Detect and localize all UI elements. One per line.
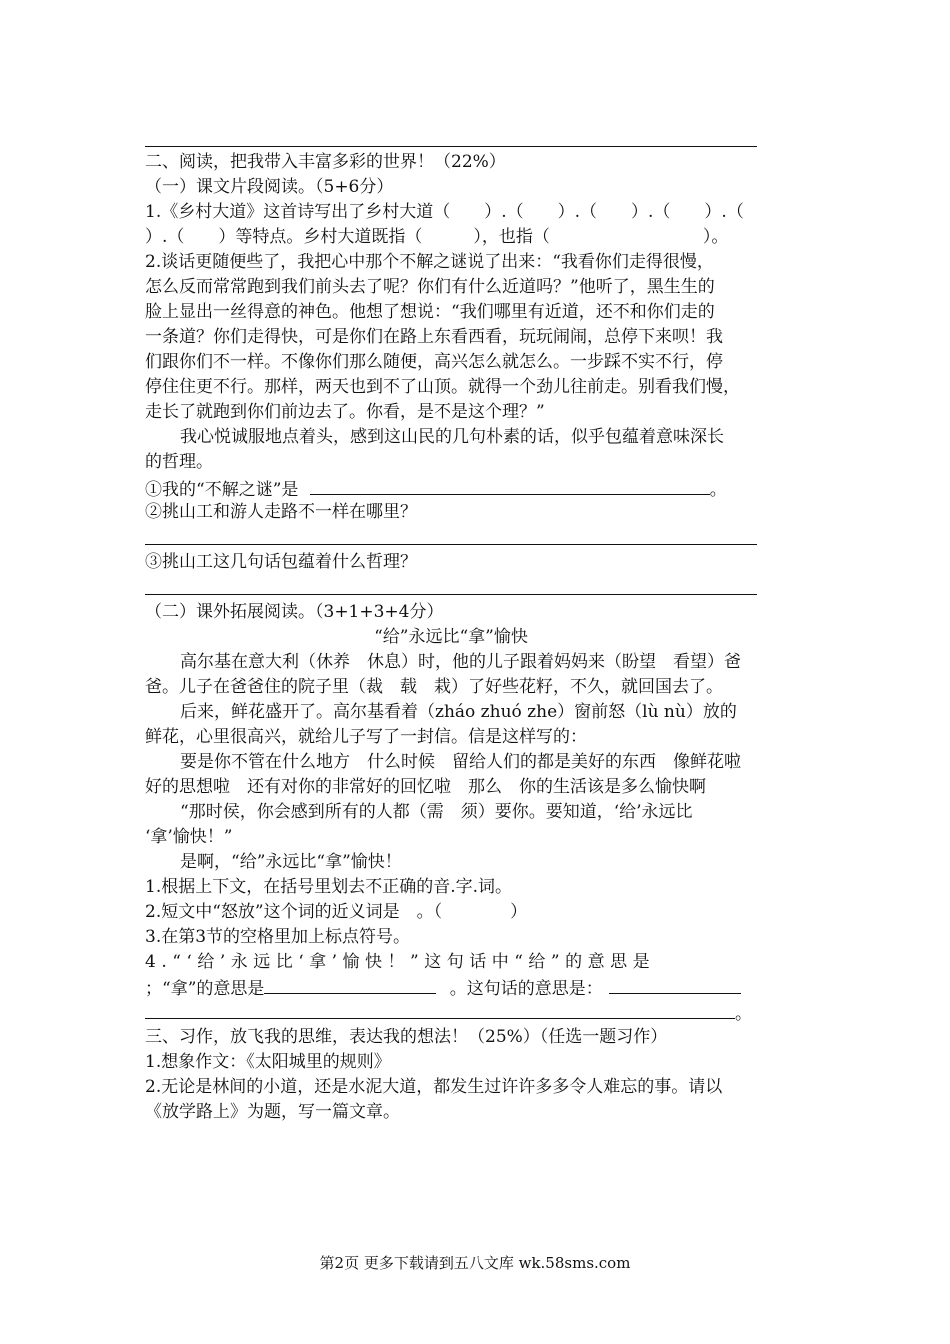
answer-line[interactable] [145,544,757,545]
part-1-title: （一）课文片段阅读。（5+6分） [145,177,394,197]
part-2-question-4-line-2 [145,975,805,1001]
story-line: 好的思想啦 还有对你的非常好的回忆啦 那么 你的生活该是多么愉快啊 [145,777,706,797]
passage-line: 脸上显出一丝得意的神色。他想了想说：“我们哪里有近道，还不和你们走的 [145,302,715,322]
period: 。 [735,1004,752,1024]
story-line: 高尔基在意大利（休养 休息）时，他的儿子跟着妈妈来（盼望 看望）爸 [180,652,741,672]
part-2-title: （二）课外拓展阅读。（3+1+3+4分） [145,602,444,622]
story-line: ‘拿’愉快！” [145,827,233,847]
passage-line: 们跟你们不一样。不像你们那么随便，高兴怎么就怎么。一步踩不实不行，停 [145,352,723,372]
q4-text: ；“拿”的意思是 [145,979,265,999]
answer-blank[interactable] [609,975,741,994]
story-line: “那时侯，你会感到所有的人都（需 须）要你。要知道，‘给’永远比 [180,802,693,822]
story-title: “给”永远比“拿”愉快 [374,627,528,647]
section-3-title: 三、习作，放飞我的思维，表达我的想法！（25%）（任选一题习作） [145,1027,668,1047]
writing-option-2-line-1: 2.无论是林间的小道，还是水泥大道，都发生过许许多多令人难忘的事。请以 [145,1077,723,1097]
answer-blank[interactable] [145,1000,735,1019]
part-2-question-4-line-3 [145,1000,805,1026]
answer-blank[interactable] [310,476,710,495]
q4-text: 。这句话的意思是： [449,979,603,999]
period: 。 [709,480,727,500]
passage-line: 一条道？你们走得快，可是你们在路上东看西看，玩玩闹闹，总停下来呗！我 [145,327,723,347]
writing-option-2-line-2: 《放学路上》为题，写一篇文章。 [145,1102,400,1122]
section-2-title: 二、阅读，把我带入丰富多彩的世界！（22%） [145,152,506,172]
question-1-line-2: ）.（ ）等特点。乡村大道既指（ ），也指（ ）。 [145,227,729,247]
passage-line: 停住住更不行。那样，两天也到不了山顶。就得一个劲儿往前走。别看我们慢， [145,377,740,397]
part-2-question-4: 4.“‘给’永远比‘拿’愉快！”这句话中“给”的意思是 [145,952,656,972]
answer-line[interactable] [145,594,757,595]
passage-line: 的哲理。 [145,452,213,472]
question-1-line-1: 1.《乡村大道》这首诗写出了乡村大道（ ）.（ ）.（ ）.（ ）.（ [145,202,744,222]
part-2-question-3: 3.在第3节的空格里加上标点符号。 [145,927,411,947]
passage-line: 2.谈话更随便些了，我把心中那个不解之谜说了出来：“我看你们走得很慢， [145,252,714,272]
part-2-question-2: 2.短文中“怒放”这个词的近义词是 。（ ） [145,902,528,922]
story-line: 鲜花，心里很高兴，就给儿子写了一封信。信是这样写的： [145,727,587,747]
sub-question-1 [145,476,805,502]
answer-line [145,146,757,147]
passage-line: 怎么反而常常跑到我们前头去了呢？你们有什么近道吗？”他听了，黑生生的 [145,277,715,297]
sub-question-1-text: ①我的“不解之谜”是 [145,480,299,500]
story-line: 是啊，“给”永远比“拿”愉快！ [180,852,402,872]
answer-blank[interactable] [264,975,436,994]
passage-line: 走长了就跑到你们前边去了。你看，是不是这个理？” [145,402,545,422]
story-line: 爸。儿子在爸爸住的院子里（裁 载 栽）了好些花籽，不久，就回国去了。 [145,677,723,697]
writing-option-1: 1.想象作文：《太阳城里的规则》 [145,1052,391,1072]
sub-question-2: ②挑山工和游人走路不一样在哪里？ [145,502,417,522]
sub-question-3: ③挑山工这几句话包蕴着什么哲理？ [145,552,417,572]
story-line: 后来，鲜花盛开了。高尔基看着（zháo zhuó zhe）窗前怒（lù nù）放的 [180,702,737,722]
story-line: 要是你不管在什么地方 什么时候 留给人们的都是美好的东西 像鲜花啦 [180,752,741,772]
part-2-question-1: 1.根据上下文，在括号里划去不正确的音.字.词。 [145,877,513,897]
page-footer: 第2页 更多下载请到五八文库 wk.58sms.com [319,1254,631,1272]
passage-line: 我心悦诚服地点着头，感到这山民的几句朴素的话，似乎包蕴着意味深长 [180,427,724,447]
